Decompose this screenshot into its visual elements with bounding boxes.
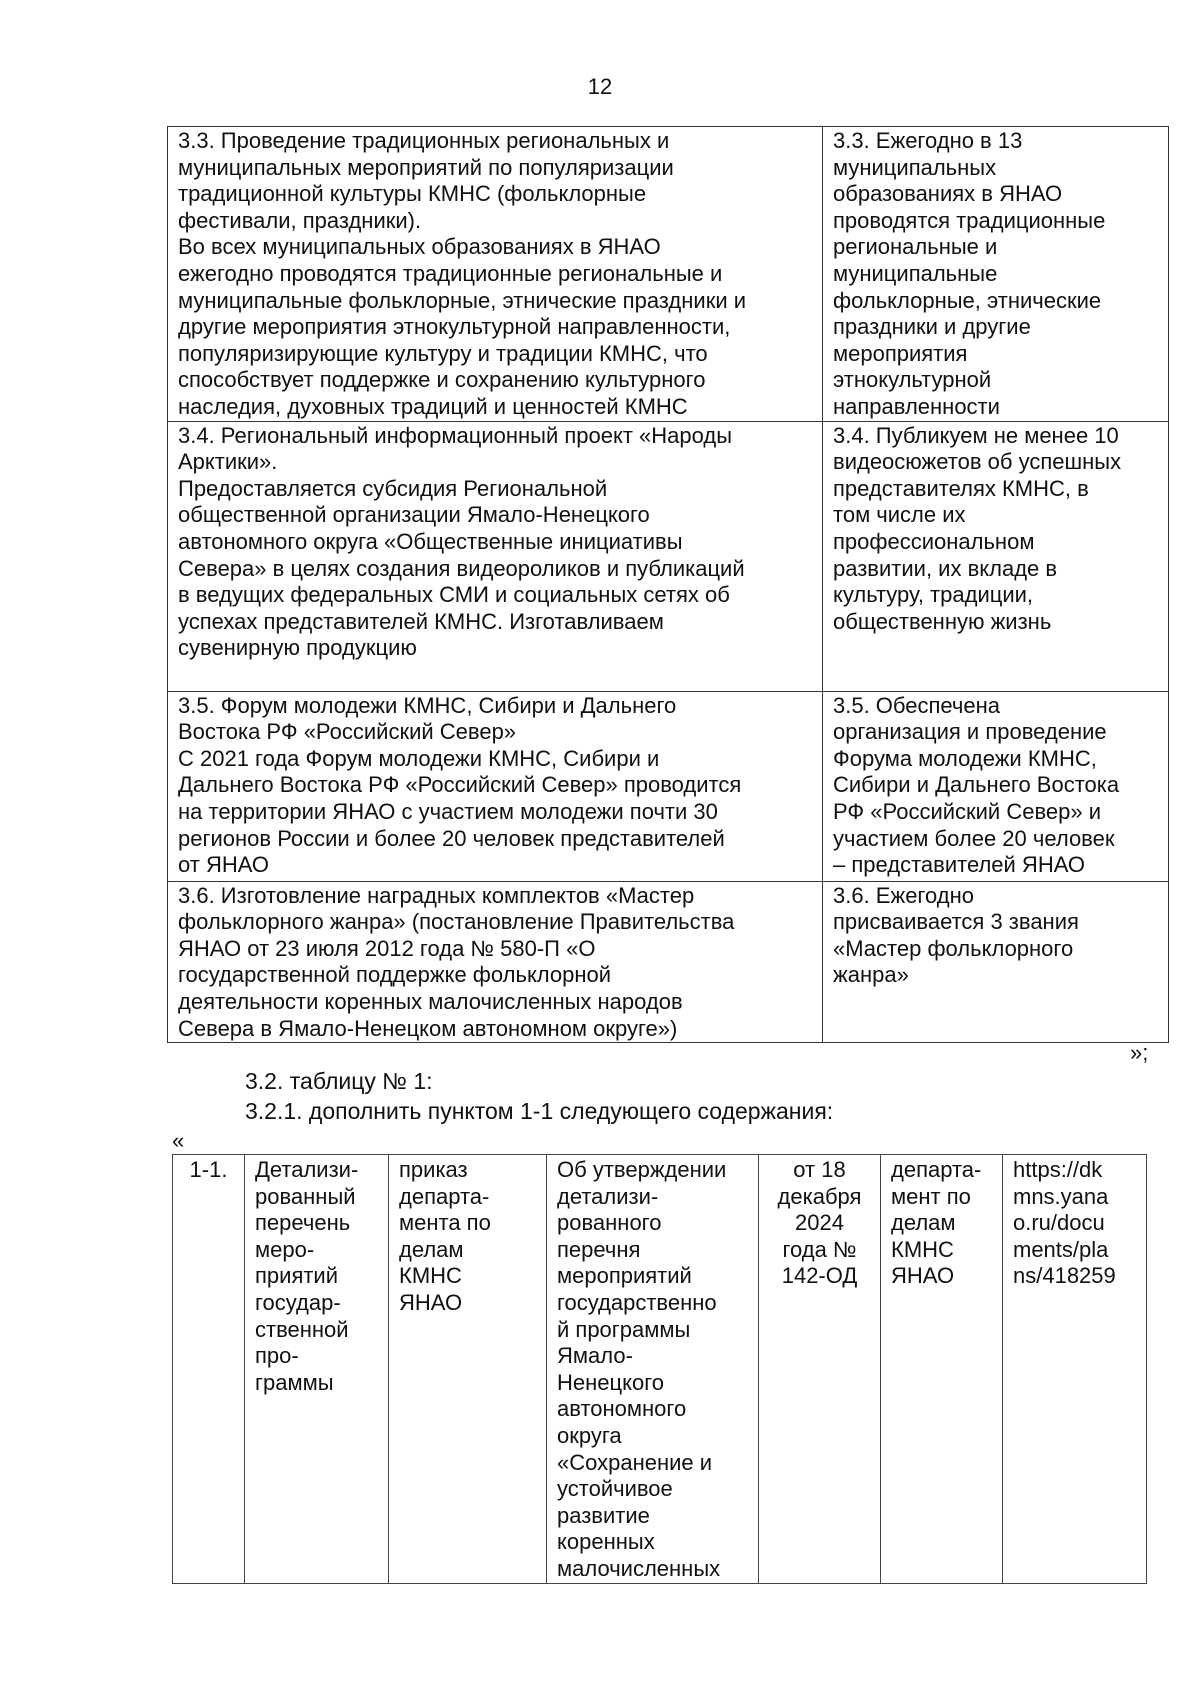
- measure-description: 3.6. Изготовление наградных комплектов «Мастер фольклорного жанра» (постановление Правительства ЯНАО от 23 июля 2012 года № 580-П «О государственной поддержке фольклорной деятельности коренных малочисленных народов Севера в Ямало-Ненецком автономном округе»): [168, 881, 823, 1043]
- measure-description: 3.5. Форум молодежи КМНС, Сибири и Дальнего Востока РФ «Российский Север» С 2021 года Форум молодежи КМНС, Сибири и Дальнего Востока РФ «Российский Север» проводится на территории ЯНАО с участием молодежи почти 30 регионов России и более 20 человек представителей от ЯНАО: [168, 691, 823, 881]
- measure-description: 3.3. Проведение традиционных региональных и муниципальных мероприятий по популяризации традиционной культуры КМНС (фольклорные фестивали, праздники). Во всех муниципальных образованиях в ЯНАО ежегодно проводятся традиционные региональные и муниципальные фольклорные, этнические праздники и другие мероприятия этнокультурной направленности, популяризирующие культуру и традиции КМНС, что способствует поддержке и сохранению культурного наследия, духовных традиций и ценностей КМНС: [168, 127, 823, 422]
- table-row: [173, 1155, 1147, 1584]
- measures-table: [167, 126, 1169, 1043]
- document-type: приказ департа- мента по делам КМНС ЯНАО: [389, 1155, 547, 1584]
- measure-description: 3.4. Региональный информационный проект «Народы Арктики». Предоставляется субсидия Региональной общественной организации Ямало-Ненецкого автономного округа «Общественные инициативы Севера» в целях создания видеороликов и публикаций в ведущих федеральных СМИ и социальных сетях об успехах представителей КМНС. Изготавливаем сувенирную продукцию: [168, 421, 823, 691]
- document-link[interactable]: https://dk mns.yana o.ru/docu ments/pla ns/418259: [1003, 1155, 1147, 1584]
- amendment-paragraph: 3.2. таблицу № 1:: [245, 1068, 433, 1094]
- document-issuer: департа- мент по делам КМНС ЯНАО: [881, 1155, 1003, 1584]
- row-number: 1-1.: [173, 1155, 245, 1584]
- measure-result: 3.6. Ежегодно присваивается 3 звания «Мастер фольклорного жанра»: [823, 881, 1169, 1043]
- document-title: Об утверждении детализи- рованного перечня мероприятий государственно й программы Ямало- Ненецкого автономного округа «Сохранение и устойчивое развитие коренных малочисленных: [547, 1155, 759, 1584]
- table-row: [168, 691, 1169, 881]
- document-name: Детализи- рованный перечень меро- приятий государ- ственной про- граммы: [245, 1155, 389, 1584]
- opening-quote: «: [172, 1128, 185, 1153]
- page-number: 12: [587, 74, 613, 99]
- table-row: [168, 421, 1169, 691]
- measure-result: 3.5. Обеспечена организация и проведение Форума молодежи КМНС, Сибири и Дальнего Востока РФ «Российский Север» и участием более 20 человек – представителей ЯНАО: [823, 691, 1169, 881]
- document-date: от 18 декабря 2024 года № 142-ОД: [759, 1155, 881, 1584]
- amendment-subparagraph: 3.2.1. дополнить пунктом 1-1 следующего содержания:: [245, 1098, 834, 1124]
- measure-result: 3.4. Публикуем не менее 10 видеосюжетов об успешных представителях КМНС, в том числе их профессиональном развитии, их вкладе в культуру, традиции, общественную жизнь: [823, 421, 1169, 691]
- table-row: [168, 127, 1169, 422]
- table-row: [168, 881, 1169, 1043]
- measure-result: 3.3. Ежегодно в 13 муниципальных образованиях в ЯНАО проводятся традиционные региональные и муниципальные фольклорные, этнические праздники и другие мероприятия этнокультурной направленности: [823, 127, 1169, 422]
- documents-table: [172, 1154, 1147, 1584]
- closing-quote: »;: [1130, 1040, 1149, 1065]
